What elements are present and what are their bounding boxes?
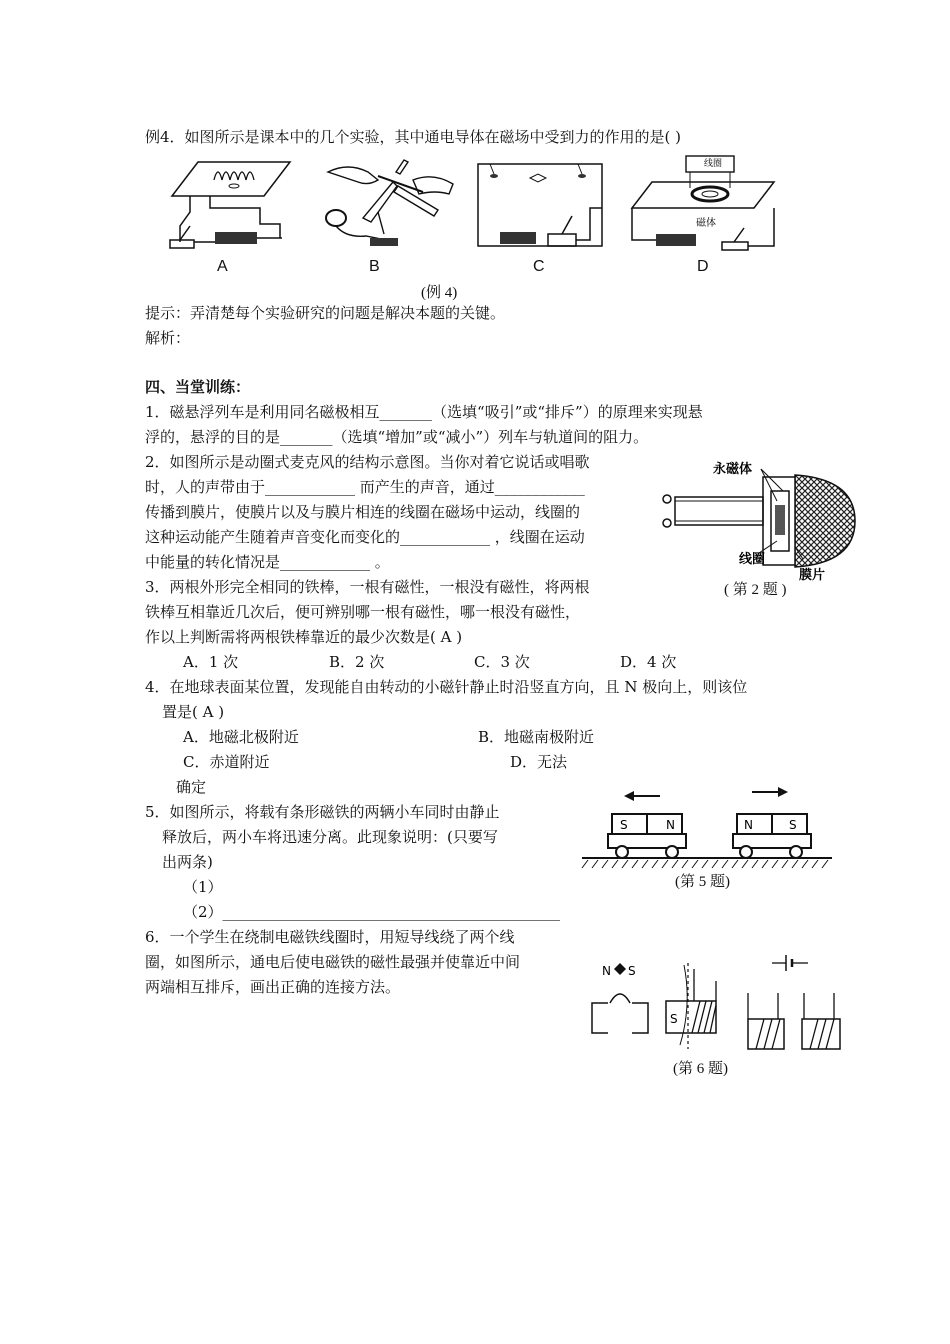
- q2-magnet-label: 永磁体: [713, 462, 753, 477]
- q5-item2: （2）_____________________________________________: [183, 903, 561, 921]
- q4-line1: 4．在地球表面某位置，发现能自由转动的小磁针静止时沿竖直方向，且 N 极向上，则该位: [145, 678, 748, 696]
- q5-line2: 释放后，两小车将迅速分离。此现象说明：(只要写: [162, 828, 498, 846]
- ex4-label-c: C: [533, 258, 545, 275]
- ex4-coil-label: 线圈: [704, 159, 723, 169]
- q2-line3: 传播到膜片，使膜片以及与膜片相连的线圈在磁场中运动，线圈的: [145, 503, 581, 521]
- q4-option-b: B．地磁南极附近: [478, 728, 595, 746]
- q5-line1: 5．如图所示，将载有条形磁铁的两辆小车同时由静止: [145, 803, 500, 821]
- ex4-figure-a: [160, 152, 300, 260]
- q3-option-b: B．2 次: [329, 653, 385, 671]
- q6-core-s: S: [670, 1012, 678, 1026]
- q2-line2: 时，人的声带由于____________ 而产生的声音，通过____________: [145, 478, 585, 496]
- q1-line1: 1．磁悬浮列车是利用同名磁极相互_______（选填“吸引”或“排斥”）的原理来实现悬: [145, 403, 703, 421]
- ex4-figure-d: [628, 148, 778, 260]
- ex4-label-d: D: [697, 258, 709, 275]
- ex4-hint: 提示：弄清楚每个实验研究的问题是解决本题的关键。: [145, 304, 506, 322]
- q6-caption: (第 6 题): [673, 1061, 728, 1077]
- q5-cart1-s: S: [620, 818, 628, 832]
- q2-microphone-figure: [655, 455, 865, 585]
- ex4-figure-b: [318, 152, 463, 260]
- q6-line1: 6．一个学生在绕制电磁铁线圈时，用短导线绕了两个线: [145, 928, 515, 946]
- q2-line5: 中能量的转化情况是____________ 。: [145, 553, 390, 571]
- ex4-figure-c: [472, 152, 612, 260]
- q4-option-a: A．地磁北极附近: [183, 728, 299, 746]
- q5-item1: （1）: [183, 878, 223, 896]
- q3-line1: 3．两根外形完全相同的铁棒，一根有磁性，一根没有磁性，将两根: [145, 578, 590, 596]
- q3-line2: 铁棒互相靠近几次后，便可辨别哪一根有磁性，哪一根没有磁性，: [145, 603, 581, 621]
- q1-line2: 浮的，悬浮的目的是_______（选填“增加”或“减小”）列车与轨道间的阻力。: [145, 428, 649, 446]
- q2-line1: 2．如图所示是动圈式麦克风的结构示意图。当你对着它说话或唱歌: [145, 453, 590, 471]
- q2-coil-label: 线圈: [739, 552, 766, 567]
- q4-option-c: C．赤道附近: [183, 753, 270, 771]
- q3-option-a: A．1 次: [183, 653, 239, 671]
- q5-carts-figure: [580, 778, 835, 876]
- q4-line2: 置是( A ): [162, 703, 225, 721]
- q3-option-c: C．3 次: [474, 653, 530, 671]
- q2-caption: ( 第 2 题 ): [724, 582, 787, 598]
- q2-membrane-label: 膜片: [799, 568, 826, 583]
- section-title: 四、当堂训练：: [145, 378, 251, 396]
- ex4-label-a: A: [217, 258, 228, 275]
- q5-caption: (第 5 题): [675, 874, 730, 890]
- q5-cart2-s: S: [789, 818, 797, 832]
- q5-line3: 出两条): [162, 853, 213, 871]
- q5-cart1-n: N: [666, 818, 675, 832]
- q6-line2: 圈，如图所示，通电后使电磁铁的磁性最强并使靠近中间: [145, 953, 521, 971]
- ex4-caption: (例 4): [421, 285, 458, 301]
- ex4-question: 例4．如图所示是课本中的几个实验，其中通电导体在磁场中受到力的作用的是( ): [145, 128, 682, 146]
- ex4-magnet-label: 磁体: [696, 218, 716, 229]
- q4-option-d-cont: 确定: [176, 778, 207, 796]
- ex4-label-b: B: [369, 258, 380, 275]
- q6-coils-figure: [580, 945, 845, 1055]
- q6-line3: 两端相互排斥，画出正确的连接方法。: [145, 978, 401, 996]
- q6-needle-s: S: [628, 964, 636, 978]
- q4-option-d: D．无法: [510, 753, 568, 771]
- q5-cart2-n: N: [744, 818, 753, 832]
- q3-option-d: D．4 次: [620, 653, 677, 671]
- q6-needle-n: N: [602, 964, 611, 978]
- q3-line3: 作以上判断需将两根铁棒靠近的最少次数是( A ): [145, 628, 463, 646]
- ex4-analysis: 解析：: [145, 329, 191, 347]
- q2-line4: 这种运动能产生随着声音变化而变化的____________ ，线圈在运动: [145, 528, 585, 546]
